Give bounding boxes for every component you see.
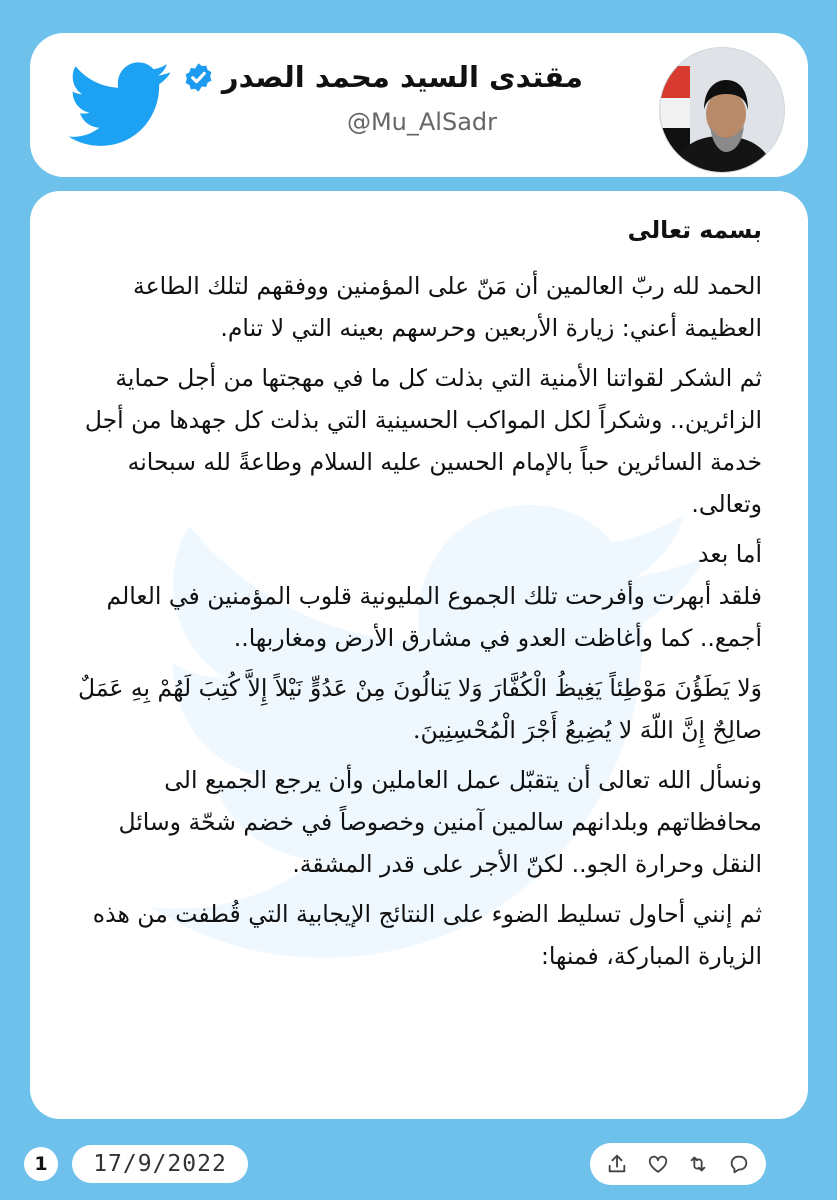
profile-photo-icon: [660, 48, 784, 172]
username-handle[interactable]: @Mu_AlSadr: [346, 108, 497, 136]
tweet-footer: [0, 1141, 837, 1181]
display-name-text: مقتدى السيد محمد الصدر: [221, 60, 583, 94]
verified-badge-icon: [183, 62, 214, 93]
like-icon: [647, 1153, 669, 1175]
tweet-date: 17/9/2022: [72, 1145, 248, 1183]
retweet-button[interactable]: [685, 1151, 711, 1177]
share-icon: [606, 1153, 628, 1175]
tweet-paragraph: الحمد لله ربّ العالمين أن مَنّ على المؤمنين ووفقهم لتلك الطاعة العظيمة أعني: زيارة الأربعين وحرسهم بعينه التي لا تنام.: [132, 272, 762, 342]
tweet-paragraph: ونسأل الله تعالى أن يتقبّل عمل العاملين وأن يرجع الجميع الى محافظاتهم وبلدانهم سالمين آمنين وخصوصاً في خضم شحّة وسائل النقل وحرارة الجو.. لكنّ الأجر على قدر المشقة.: [118, 766, 762, 878]
tweet-body-card: [30, 191, 808, 1119]
reply-button[interactable]: [726, 1151, 752, 1177]
page-number-badge: 1: [24, 1147, 58, 1181]
tweet-text: [68, 209, 762, 985]
tweet-paragraph: فلقد أبهرت وأفرحت تلك الجموع المليونية قلوب المؤمنين في العالم أجمع.. كما وأغاظت العدو في مشارق الأرض ومغاربها..: [106, 582, 762, 652]
tweet-paragraph: ثم الشكر لقواتنا الأمنية التي بذلت كل ما في مهجتها من أجل حماية الزائرين.. وشكراً لكل المواكب الحسينية التي بذلت كل جهدها من أجل خدمة السائرين حباً بالإمام الحسين عليه السلام وطاعةً لله سبحانه وتعالى.: [84, 364, 762, 518]
like-button[interactable]: [645, 1151, 671, 1177]
tweet-paragraph: أما بعد: [698, 540, 762, 568]
share-button[interactable]: [604, 1151, 630, 1177]
quran-verse: وَلا يَطَؤُنَ مَوْطِئاً يَغِيظُ الْكُفَّارَ وَلا يَنالُونَ مِنْ عَدُوٍّ نَيْلاً إِلاَّ كُتِبَ لَهُمْ بِهِ عَمَلٌ صالِحٌ إِنَّ اللّهَ لا يُضِيعُ أَجْرَ الْمُحْسِنِينَ.: [78, 674, 762, 744]
avatar[interactable]: [660, 48, 784, 172]
tweet-title: بسمه تعالى: [627, 216, 762, 244]
retweet-icon: [687, 1153, 709, 1175]
twitter-bird-icon: [68, 62, 172, 148]
reply-icon: [728, 1153, 750, 1175]
display-name[interactable]: [183, 60, 583, 94]
tweet-actions: [590, 1143, 766, 1185]
tweet-paragraph: ثم إنني أحاول تسليط الضوء على النتائج الإيجابية التي قُطفت من هذه الزيارة المباركة، فمنها:: [92, 900, 762, 970]
